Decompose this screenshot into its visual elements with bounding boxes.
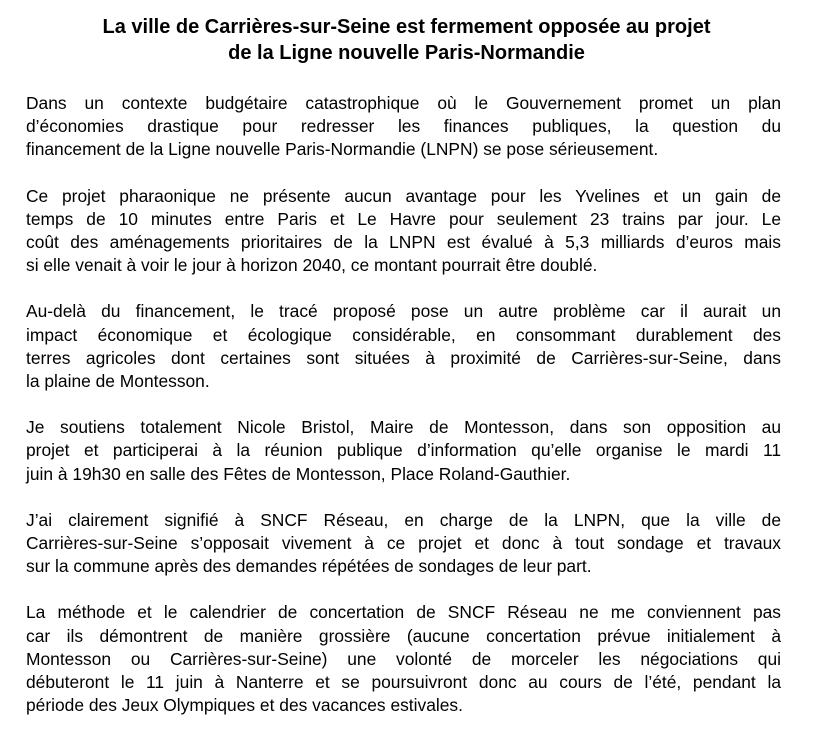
paragraph-line: la plaine de Montesson. [26,371,210,392]
title-line-1: La ville de Carrières-sur-Seine est fermement opposée au projet [102,16,711,38]
paragraph-line: si elle venait à voir le jour à horizon 2040, ce montant pourrait être doublé. [26,255,598,276]
paragraph-line: juin à 19h30 en salle des Fêtes de Montesson, Place Roland-Gauthier. [26,463,571,484]
paragraph-line: projet et participerai à la réunion publique d’information qu’elle organise le mardi 11 [26,440,781,461]
paragraph-line: Dans un contexte budgétaire catastrophique où le Gouvernement promet un plan [26,93,781,113]
paragraph-line: coût des aménagements prioritaires de la LNPN est évalué à 5,3 milliards d’euros mais [26,232,781,253]
paragraph-line: débuteront le 11 juin à Nanterre et se poursuivront donc au cours de l’été, pendant la [26,672,781,693]
paragraph-line: J’ai clairement signifié à SNCF Réseau, en charge de la LNPN, que la ville de [26,509,781,530]
paragraph-line: période des Jeux Olympiques et des vacances estivales. [26,695,463,716]
title-line-2: de la Ligne nouvelle Paris-Normandie [228,42,585,64]
body-paragraph [26,416,781,486]
paragraph-line: terres agricoles dont certaines sont situées à proximité de Carrières-sur-Seine, dans [26,347,781,368]
paragraph-line: d’économies drastique pour redresser les finances publiques, la question du [26,116,781,137]
document-body [26,92,781,717]
paragraph-line: car ils démontrent de manière grossière (aucune concertation prévue initialement à [26,625,781,646]
body-paragraph [26,300,781,393]
body-paragraph [26,92,781,162]
paragraph-line: impact économique et écologique considérable, en consommant durablement des [26,324,781,345]
paragraph-line: sur la commune après des demandes répétées de sondages de leur part. [26,556,592,577]
paragraph-line: Ce projet pharaonique ne présente aucun avantage pour les Yvelines et un gain de [26,185,781,206]
paragraph-line: Au-delà du financement, le tracé proposé pose un autre problème car il aurait un [26,301,781,322]
paragraph-line: La méthode et le calendrier de concertation de SNCF Réseau ne me conviennent pas [26,602,781,623]
paragraph-line: financement de la Ligne nouvelle Paris-Normandie (LNPN) se pose sérieusement. [26,139,659,160]
body-paragraph [26,601,781,717]
paragraph-line: Je soutiens totalement Nicole Bristol, Maire de Montesson, dans son opposition au [26,417,781,438]
paragraph-line: Carrières-sur-Seine s’opposait vivement à ce projet et donc à tout sondage et travaux [26,533,781,554]
body-paragraph [26,509,781,579]
body-paragraph [26,185,781,278]
document-title [26,14,781,66]
paragraph-line: Montesson ou Carrières-sur-Seine) une volonté de morceler les négociations qui [26,648,781,669]
paragraph-line: temps de 10 minutes entre Paris et Le Havre pour seulement 23 trains par jour. Le [26,208,781,229]
